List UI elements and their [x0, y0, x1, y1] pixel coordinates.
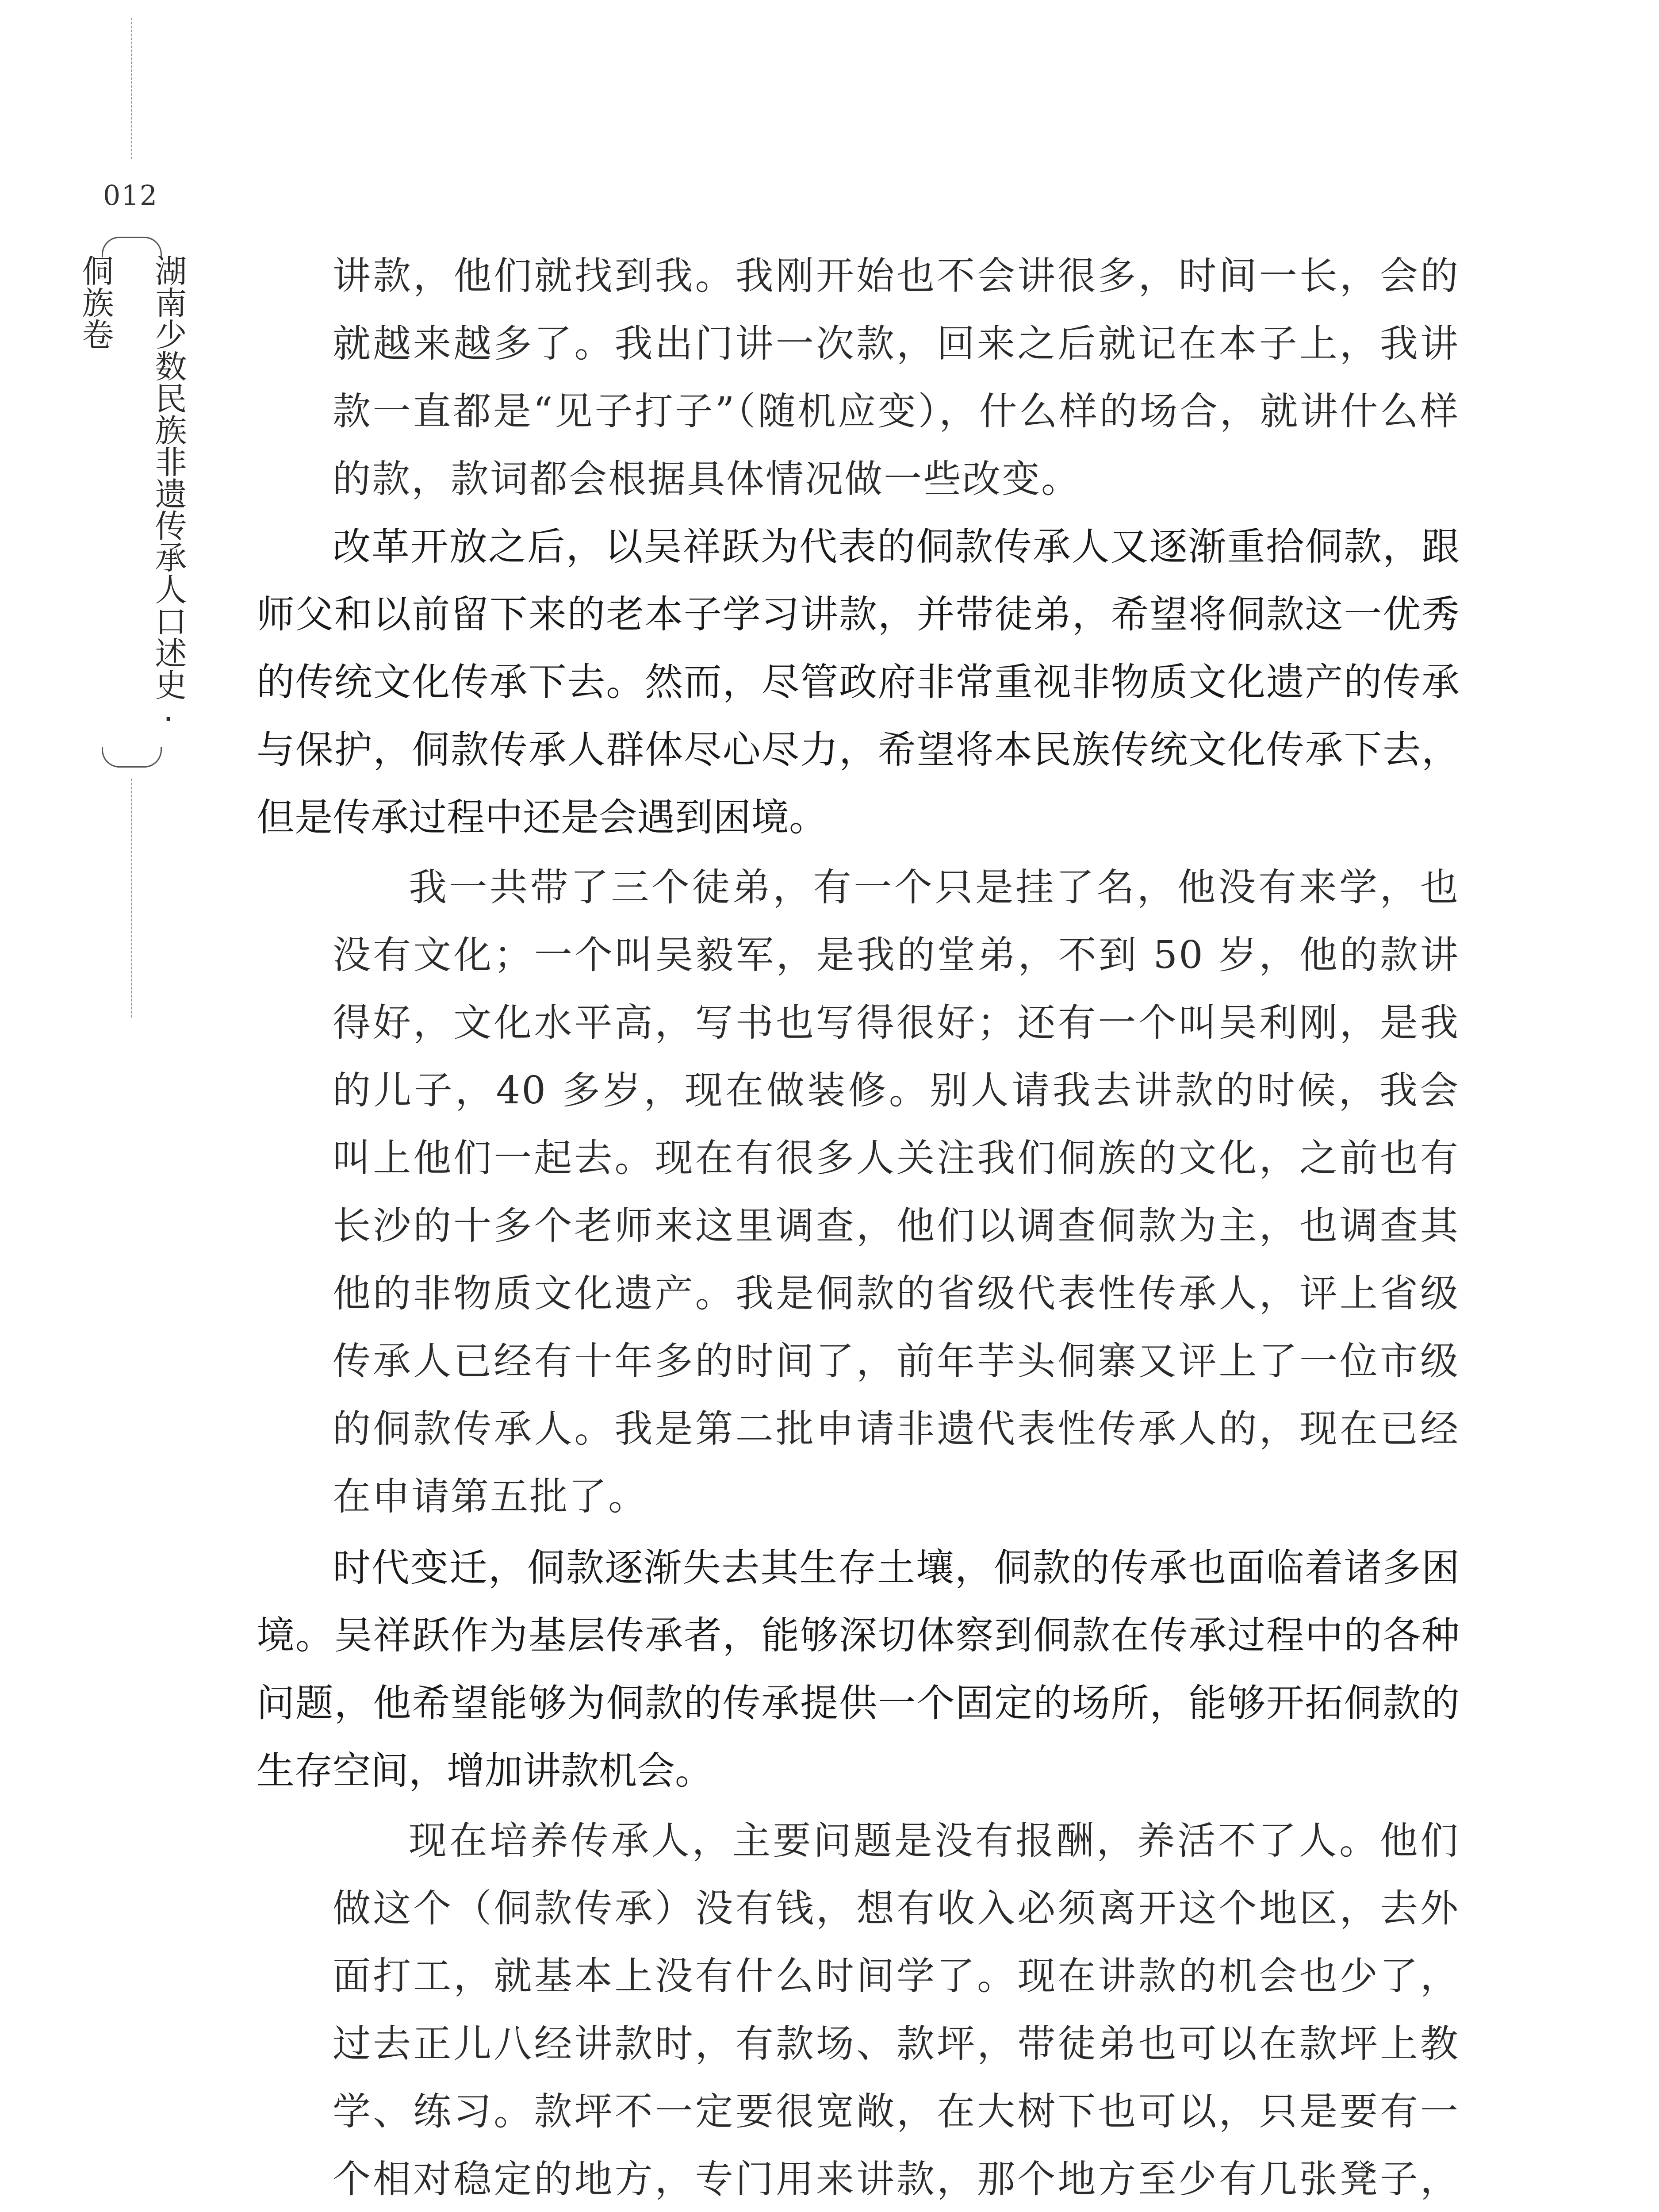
quote-paragraph: 现在培养传承人，主要问题是没有报酬，养活不了人。他们做这个（侗款传承）没有钱，想有收入必须离开这个地区，去外面打工，就基本上没有什么时间学了。现在讲款的机会也少了，过去正儿八经讲款时，有款场、款坪，带徒弟也可以在款坪上教学、练习。款坪不一定要很宽敞，在大树下也可以，只是要有一个相对稳定的地方，专门用来讲款，那个地方至少有几张凳子，: [333, 1819, 1460, 2201]
page-number: 012: [103, 179, 158, 211]
series-title-block: [77, 237, 187, 768]
bracket-bottom: [102, 747, 162, 768]
margin-rule-bottom: [131, 779, 132, 1018]
quote-paragraph: 我一共带了三个徒弟，有一个只是挂了名，他没有来学，也没有文化；一个叫吴毅军，是我的堂弟，不到 50 岁，他的款讲得好，文化水平高，写书也写得很好；还有一个叫吴利刚，是我的儿子，40 多岁，现在做装修。别人请我去讲款的时候，我会叫上他们一起去。现在有很多人关注我们侗族的文化，之前也有长沙的十多个老师来这里调查，他们以调查侗款为主，也调查其他的非物质文化遗产。我是侗款的省级代表性传承人，评上省级传承人已经有十年多的时间了，前年芋头侗寨又评上了一位市级的侗款传承人。我是第二批申请非遗代表性传承人的，现在已经在申请第五批了。: [333, 865, 1460, 1519]
margin-rule-top: [131, 18, 132, 159]
narration-paragraph: 时代变迁，侗款逐渐失去其生存土壤，侗款的传承也面临着诸多困境。吴祥跃作为基层传承者，能够深切体察到侗款在传承过程中的各种问题，他希望能够为侗款的传承提供一个固定的场所，能够开拓侗款的生存空间，增加讲款机会。: [257, 1546, 1460, 1793]
narration-paragraph: 改革开放之后，以吴祥跃为代表的侗款传承人又逐渐重拾侗款，跟师父和以前留下来的老本子学习讲款，并带徒弟，希望将侗款这一优秀的传统文化传承下去。然而，尽管政府非常重视非物质文化遗产的传承与保护，侗款传承人群体尽心尽力，希望将本民族传统文化传承下去，但是传承过程中还是会遇到困境。: [257, 525, 1460, 840]
series-title: 湖南少数民族非遗传承人口述史·侗族卷: [77, 254, 187, 737]
quote-paragraph: 讲款，他们就找到我。我刚开始也不会讲很多，时间一长，会的就越来越多了。我出门讲一次款，回来之后就记在本子上，我讲款一直都是“见子打子”（随机应变），什么样的场合，就讲什么样的款，款词都会根据具体情况做一些改变。: [333, 254, 1460, 501]
